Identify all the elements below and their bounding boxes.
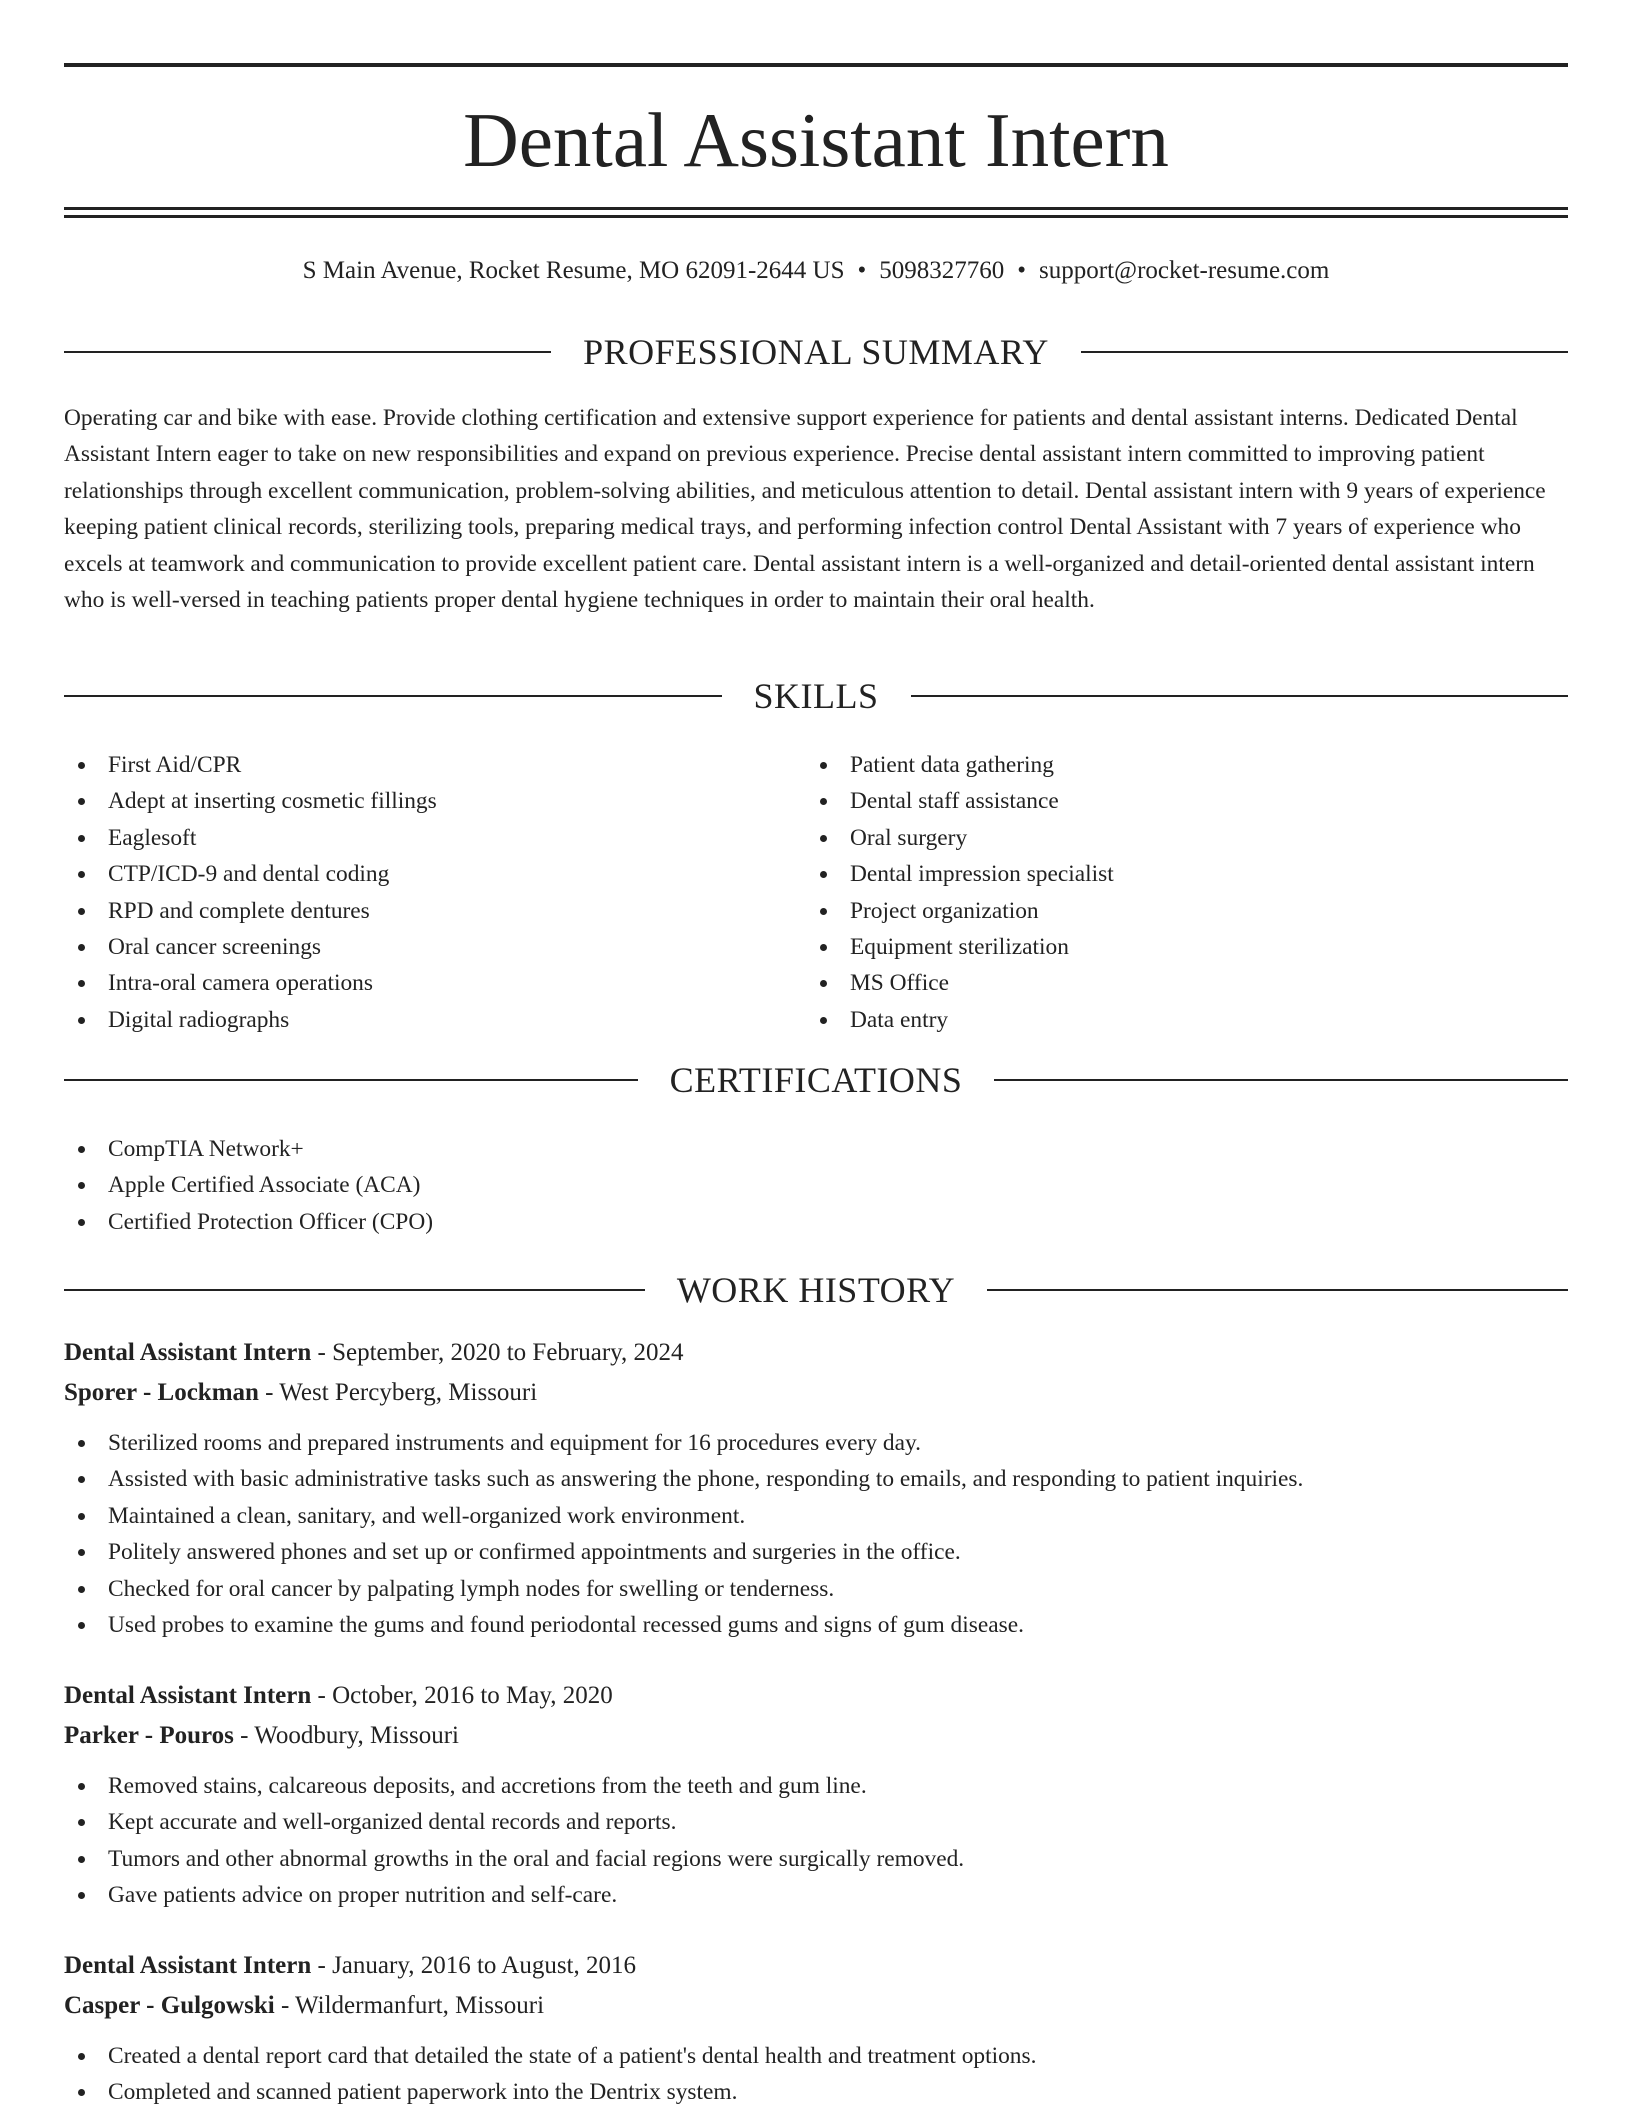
bullet-icon [78, 1476, 85, 1483]
job-title-line [64, 1946, 1568, 1986]
job-duty-text: Completed and scanned patient paperwork into the Dentrix system. [108, 2079, 738, 2106]
bullet-icon [78, 2053, 85, 2060]
bullet-icon [78, 1146, 85, 1153]
bullet-icon [78, 1182, 85, 1189]
job-entry [64, 1676, 1568, 1914]
bullet-icon [78, 1783, 85, 1790]
skill-item [806, 1002, 1568, 1038]
skills-list-left [64, 747, 804, 1038]
job-duty [64, 1498, 1568, 1534]
certification-label: Apple Certified Associate (ACA) [108, 1172, 421, 1199]
resume-page [64, 0, 1568, 2112]
skill-label: Oral surgery [850, 824, 968, 851]
job-location: - West Percyberg, Missouri [258, 1379, 538, 1406]
job-duty [64, 2074, 1568, 2110]
job-location: - Wildermanfurt, Missouri [274, 1992, 545, 2019]
job-duty-text: Sterilized rooms and prepared instruments and equipment for 16 procedures every day. [108, 1430, 921, 1456]
skill-item [64, 747, 804, 783]
job-title-line [64, 1676, 1568, 1716]
bullet-icon [78, 944, 85, 951]
job-duties-list [64, 2038, 1568, 2111]
skill-label: Oral cancer screenings [108, 934, 321, 961]
contact-email: support@rocket-resume.com [1039, 257, 1330, 284]
job-dates: - September, 2020 to February, 2024 [311, 1339, 684, 1366]
certifications-list [64, 1131, 1568, 1240]
job-duty [64, 2038, 1568, 2074]
job-duty [64, 1877, 1568, 1913]
skill-item [64, 820, 804, 856]
skill-item [806, 929, 1568, 965]
section-heading-certifications [64, 1058, 1568, 1102]
job-duty [64, 1768, 1568, 1804]
job-title-line [64, 1333, 1568, 1373]
skill-label: Data entry [850, 1006, 949, 1033]
job-duty-text: Kept accurate and well-organized dental records and reports. [108, 1809, 677, 1836]
job-duty-text: Maintained a clean, sanitary, and well-organized work environment. [108, 1502, 746, 1529]
job-company: Casper - Gulgowski [64, 1992, 275, 2019]
job-duties-list [64, 1768, 1568, 1914]
bullet-icon [78, 1622, 85, 1629]
skill-item [806, 783, 1568, 819]
skill-item [64, 965, 804, 1001]
job-duty-text: Assisted with basic administrative tasks such as answering the phone, responding to emails, and responding to patient inquiries. [108, 1466, 1304, 1493]
contact-separator: • [857, 257, 867, 284]
bullet-icon [820, 1017, 827, 1024]
heading-rule [1081, 351, 1568, 353]
job-duty-text: Removed stains, calcareous deposits, and accretions from the teeth and gum line. [108, 1773, 867, 1799]
job-location: - Woodbury, Missouri [233, 1722, 459, 1749]
header-top-rule [64, 63, 1568, 67]
bullet-icon [78, 1819, 85, 1826]
job-duty-text: Tumors and other abnormal growths in the oral and facial regions were surgically removed. [108, 1845, 965, 1872]
heading-rule [64, 695, 722, 697]
section-title: WORK HISTORY [676, 1270, 956, 1310]
skill-item [64, 929, 804, 965]
bullet-icon [78, 835, 85, 842]
skill-label: Digital radiographs [108, 1006, 290, 1033]
skill-item [64, 856, 804, 892]
bullet-icon [78, 1892, 85, 1899]
skill-label: Dental impression specialist [850, 861, 1114, 888]
summary-paragraph: Operating car and bike with ease. Provide clothing certification and extensive support experience for patients and dental assistant interns. Dedicated Dental Assistant Intern eager to take on new responsibilities and expand on previous experience. Precise dental assistant intern committed to improving patient relationships through excellent communication, problem-solving abilities, and meticulous attention to detail. Dental assistant intern with 9 years of experience keeping patient clinical records, sterilizing tools, preparing medical trays, and performing infection control Dental Assistant with 7 years of experience who excels at teamwork and communication to provide excellent patient care. Dental assistant intern is a well-organized and detail-oriented dental assistant intern who is well-versed in teaching patients proper dental hygiene techniques in order to maintain their oral health. [64, 405, 1546, 614]
contact-line [64, 254, 1568, 288]
skill-label: First Aid/CPR [108, 752, 242, 778]
job-company: Sporer - Lockman [64, 1379, 259, 1406]
bullet-icon [820, 762, 827, 769]
job-employer-line [64, 1986, 1568, 2026]
skill-label: Patient data gathering [850, 752, 1054, 778]
skill-item [806, 893, 1568, 929]
skill-label: Adept at inserting cosmetic fillings [108, 788, 437, 815]
resume-title: Dental Assistant Intern [463, 97, 1169, 183]
skill-item [64, 1002, 804, 1038]
skill-label: Eaglesoft [108, 824, 197, 851]
bullet-icon [820, 835, 827, 842]
bullet-icon [78, 2089, 85, 2096]
bullet-icon [78, 1513, 85, 1520]
section-heading-skills [64, 674, 1568, 718]
skill-label: Equipment sterilization [850, 934, 1069, 961]
bullet-icon [78, 1549, 85, 1556]
job-employer-line [64, 1716, 1568, 1756]
job-duty-text: Created a dental report card that detailed the state of a patient's dental health and treatment options. [108, 2043, 1037, 2069]
job-duty [64, 1534, 1568, 1570]
contact-address: S Main Avenue, Rocket Resume, MO 62091-2644 US [302, 257, 845, 284]
bullet-icon [78, 980, 85, 987]
skills-list-right [806, 747, 1568, 1038]
job-employer-line [64, 1373, 1568, 1413]
section-title: PROFESSIONAL SUMMARY [583, 332, 1049, 372]
certification-item [64, 1167, 1568, 1203]
bullet-icon [820, 908, 827, 915]
skill-item [806, 820, 1568, 856]
section-title: SKILLS [753, 676, 879, 716]
skill-label: Intra-oral camera operations [108, 970, 373, 997]
bullet-icon [78, 1856, 85, 1863]
job-title: Dental Assistant Intern [64, 1339, 312, 1366]
job-company: Parker - Pouros [64, 1722, 234, 1749]
bullet-icon [78, 798, 85, 805]
bullet-icon [78, 1219, 85, 1226]
bullet-icon [820, 944, 827, 951]
job-duty [64, 1461, 1568, 1497]
certification-label: Certified Protection Officer (CPO) [108, 1208, 434, 1235]
skill-label: CTP/ICD-9 and dental coding [108, 861, 390, 888]
certification-label: CompTIA Network+ [108, 1136, 304, 1162]
heading-rule [987, 1289, 1568, 1291]
contact-phone: 5098327760 [879, 257, 1005, 284]
job-duty-text: Gave patients advice on proper nutrition and self-care. [108, 1882, 618, 1909]
bullet-icon [78, 1017, 85, 1024]
skill-label: MS Office [850, 970, 949, 997]
certification-item [64, 1131, 1568, 1167]
heading-rule [64, 1289, 645, 1291]
certification-item [64, 1204, 1568, 1240]
job-duty [64, 1425, 1568, 1461]
section-heading-work-history [64, 1268, 1568, 1312]
bullet-icon [820, 871, 827, 878]
job-entry [64, 1946, 1568, 2111]
job-dates: - October, 2016 to May, 2020 [311, 1682, 613, 1709]
job-duty [64, 1804, 1568, 1840]
header-bottom-rule [64, 207, 1568, 210]
skill-item [806, 747, 1568, 783]
job-duty-text: Checked for oral cancer by palpating lymph nodes for swelling or tenderness. [108, 1575, 835, 1602]
bullet-icon [78, 1586, 85, 1593]
skill-item [806, 856, 1568, 892]
job-title: Dental Assistant Intern [64, 1952, 312, 1979]
skill-item [806, 965, 1568, 1001]
job-duty-text: Politely answered phones and set up or confirmed appointments and surgeries in the office. [108, 1539, 961, 1566]
bullet-icon [78, 908, 85, 915]
contact-separator: • [1017, 257, 1027, 284]
heading-rule [64, 1079, 638, 1081]
job-entry [64, 1333, 1568, 1643]
heading-rule [994, 1079, 1568, 1081]
heading-rule [64, 351, 551, 353]
section-title: CERTIFICATIONS [669, 1060, 963, 1100]
skill-label: Project organization [850, 897, 1039, 924]
bullet-icon [78, 1440, 85, 1447]
skill-label: Dental staff assistance [850, 788, 1059, 815]
skill-item [64, 783, 804, 819]
job-duty [64, 1841, 1568, 1877]
bullet-icon [820, 980, 827, 987]
bullet-icon [78, 871, 85, 878]
bullet-icon [78, 762, 85, 769]
header-bottom-rule-second [64, 215, 1568, 218]
job-duty [64, 1607, 1568, 1643]
job-duty [64, 1571, 1568, 1607]
job-title: Dental Assistant Intern [64, 1682, 312, 1709]
section-heading-summary [64, 330, 1568, 374]
skill-label: RPD and complete dentures [108, 897, 370, 924]
skill-item [64, 893, 804, 929]
heading-rule [911, 695, 1568, 697]
job-dates: - January, 2016 to August, 2016 [311, 1952, 636, 1979]
bullet-icon [820, 798, 827, 805]
job-duties-list [64, 1425, 1568, 1643]
job-duty-text: Used probes to examine the gums and found periodontal recessed gums and signs of gum disease. [108, 1612, 1024, 1639]
